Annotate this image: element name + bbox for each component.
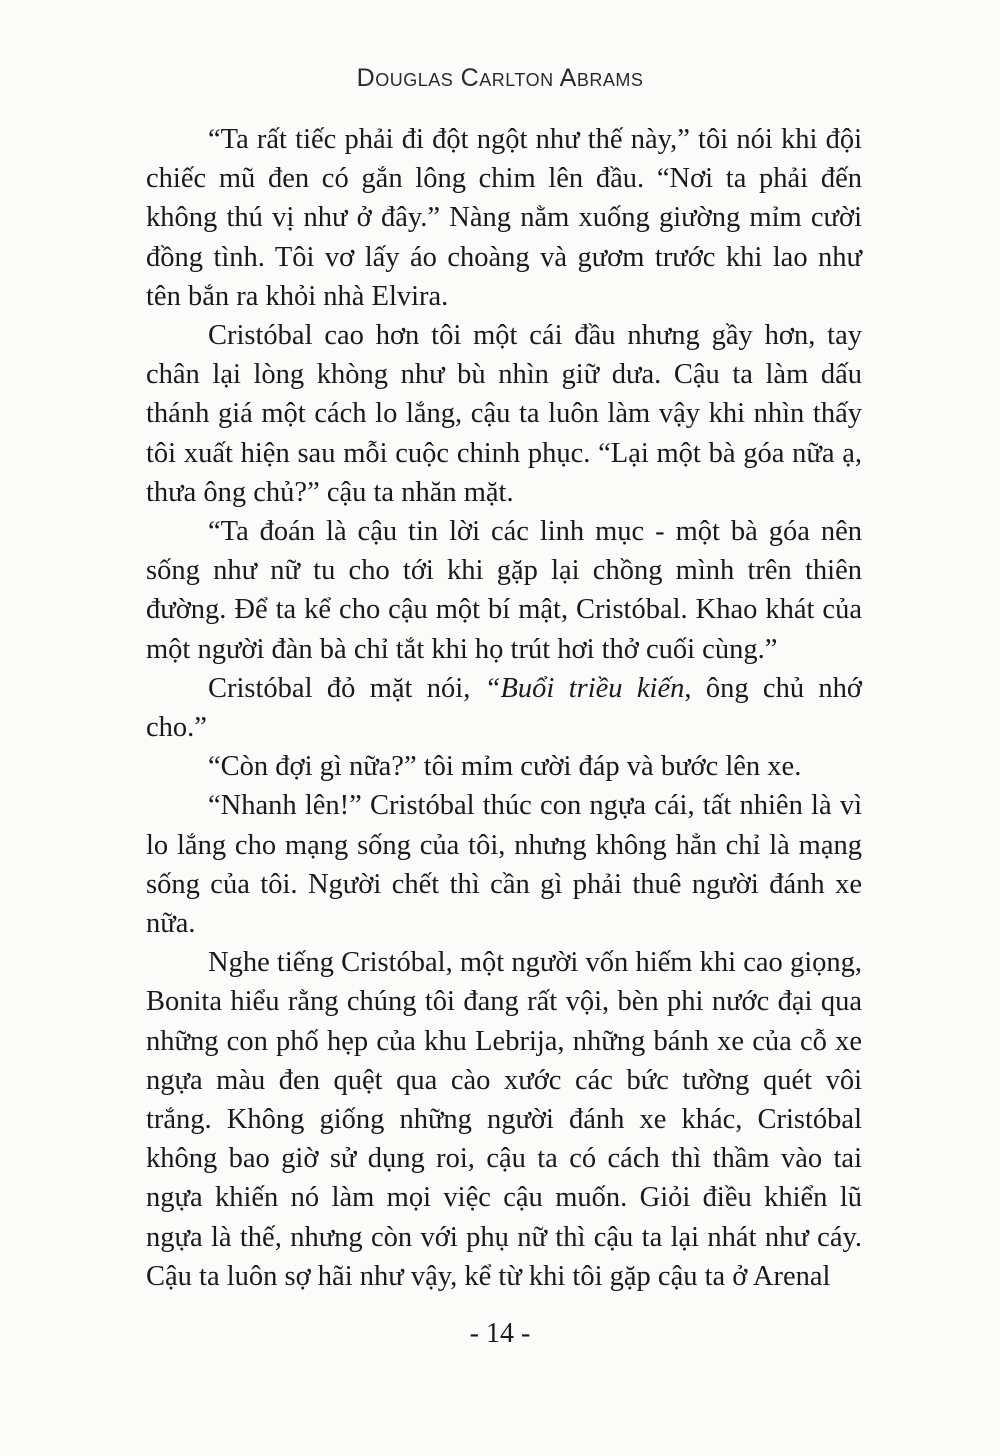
paragraph-4-lead: Cristóbal đỏ mặt nói, [208,672,485,704]
running-header: Douglas Carlton Abrams [356,64,644,92]
page-number: - 14 - [469,1318,531,1349]
paragraph-2: Cristóbal cao hơn tôi một cái đầu nhưng gầy hơn, tay chân lại lòng khòng như bù nhìn giữ dưa. Cậu ta làm dấu thánh giá một cách lo lắng, cậu ta luôn làm vậy khi nhìn thấy tôi xuất hiện sau mỗi cuộc chinh phục. “Lại một bà góa nữa ạ, thưa ông chủ?” cậu ta nhăn mặt. [146,320,862,508]
paragraph-4-tail: , ông chủ nhớ cho.” [146,672,862,744]
paragraph-1: “Ta rất tiếc phải đi đột ngột như thế này,” tôi nói khi đội chiếc mũ đen có gắn lông chim lên đầu. “Nơi ta phải đến không thú vị như ở đây.” Nàng nằm xuống giường mỉm cười đồng tình. Tôi vơ lấy áo choàng và gươm trước khi lao như tên bắn ra khỏi nhà Elvira. [146,124,862,312]
paragraph-5: “Còn đợi gì nữa?” tôi mỉm cười đáp và bước lên xe. [208,751,802,783]
paragraph-4 [146,669,862,747]
italic-phrase: “Buổi triều kiến [484,672,685,704]
paragraph-7: Nghe tiếng Cristóbal, một người vốn hiếm khi cao giọng, Bonita hiểu rằng chúng tôi đang rất vội, bèn phi nước đại qua những con phố hẹp của khu Lebrija, những bánh xe của cỗ xe ngựa màu đen quệt qua cào xước các bức tường quét vôi trắng. Không giống những người đánh xe khác, Cristóbal không bao giờ sử dụng roi, cậu ta có cách thì thầm vào tai ngựa khiến nó làm mọi việc cậu muốn. Giỏi điều khiển lũ ngựa là thế, nhưng còn với phụ nữ thì cậu ta lại nhát như cáy. Cậu ta luôn sợ hãi như vậy, kể từ khi tôi gặp cậu ta ở Arenal [146,947,862,1292]
body-text [146,120,862,1296]
paragraph-3: “Ta đoán là cậu tin lời các linh mục - một bà góa nên sống như nữ tu cho tới khi gặp lại chồng mình trên thiên đường. Để ta kể cho cậu một bí mật, Cristóbal. Khao khát của một người đàn bà chỉ tắt khi họ trút hơi thở cuối cùng.” [146,516,862,665]
paragraph-6: “Nhanh lên!” Cristóbal thúc con ngựa cái, tất nhiên là vì lo lắng cho mạng sống của tôi, nhưng không hẳn chỉ là mạng sống của tôi. Người chết thì cần gì phải thuê người đánh xe nữa. [146,790,862,940]
